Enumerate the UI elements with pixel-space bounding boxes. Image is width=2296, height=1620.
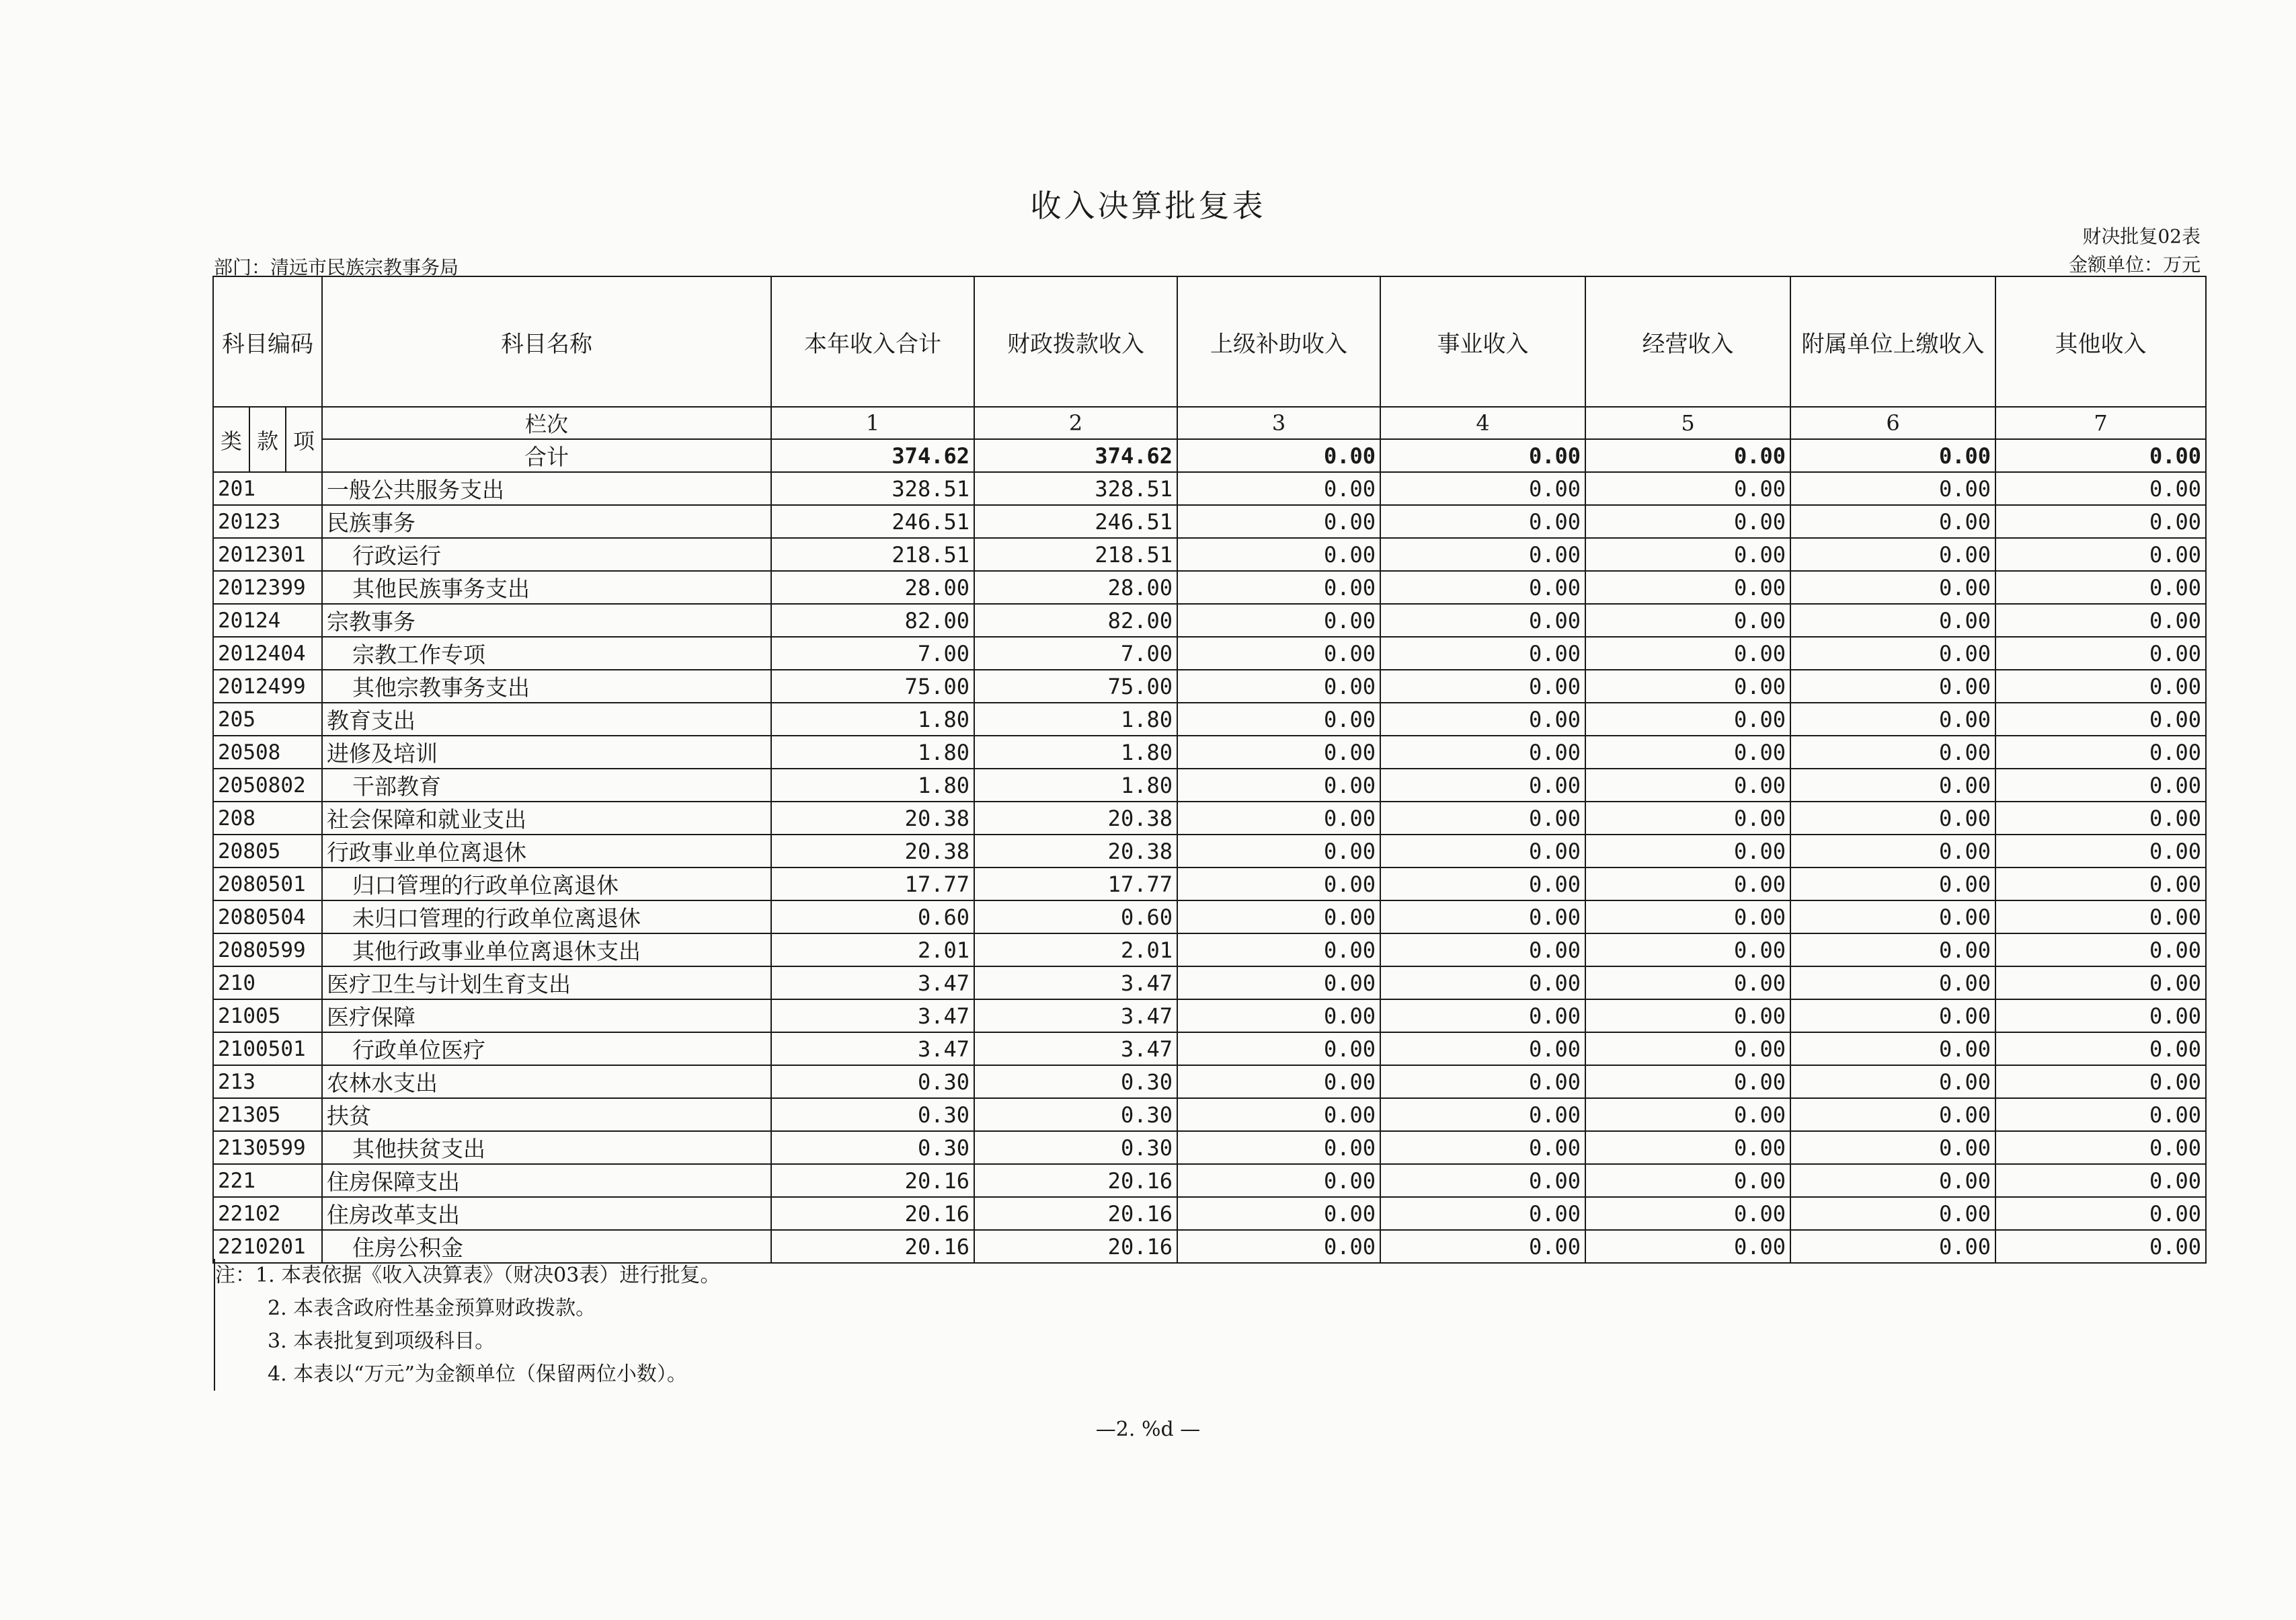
- row-value: 0.00: [1585, 703, 1790, 736]
- table-row: [213, 867, 2206, 900]
- row-name: 一般公共服务支出: [322, 472, 771, 505]
- row-value: 0.00: [1995, 966, 2206, 999]
- row-code: 221: [213, 1164, 322, 1197]
- row-value: 3.47: [771, 966, 974, 999]
- row-value: 0.00: [1177, 1197, 1380, 1230]
- col-num: 6: [1790, 407, 1995, 439]
- header-name: 科目名称: [322, 276, 771, 407]
- row-value: 3.47: [974, 966, 1177, 999]
- row-value: 0.00: [1995, 835, 2206, 867]
- row-value: 1.80: [974, 736, 1177, 769]
- row-code: 2100501: [213, 1032, 322, 1065]
- row-code: 2080599: [213, 933, 322, 966]
- row-value: 0.60: [974, 900, 1177, 933]
- total-value: 0.00: [1790, 439, 1995, 472]
- row-value: 0.00: [1995, 769, 2206, 802]
- row-value: 0.00: [1177, 472, 1380, 505]
- header-c3: 上级补助收入: [1177, 276, 1380, 407]
- row-value: 0.00: [1585, 867, 1790, 900]
- row-value: 0.00: [1585, 505, 1790, 538]
- page-footer: —2. %d —: [1095, 1418, 1201, 1441]
- row-value: 0.00: [1995, 1131, 2206, 1164]
- row-code: 20805: [213, 835, 322, 867]
- row-name: 教育支出: [322, 703, 771, 736]
- row-value: 0.00: [1585, 1164, 1790, 1197]
- row-value: 0.30: [974, 1131, 1177, 1164]
- row-value: 0.00: [1790, 1065, 1995, 1098]
- row-value: 0.00: [1585, 571, 1790, 604]
- row-value: 0.00: [1585, 966, 1790, 999]
- row-code: 2080501: [213, 867, 322, 900]
- row-name: 行政事业单位离退休: [322, 835, 771, 867]
- row-code: 201: [213, 472, 322, 505]
- row-value: 0.00: [1790, 867, 1995, 900]
- row-value: 0.00: [1790, 703, 1995, 736]
- row-value: 0.00: [1585, 933, 1790, 966]
- row-value: 1.80: [771, 736, 974, 769]
- row-value: 0.00: [1380, 999, 1585, 1032]
- table-row: [213, 505, 2206, 538]
- row-value: 0.00: [1790, 1197, 1995, 1230]
- note-line: 3. 本表批复到项级科目。: [268, 1329, 496, 1353]
- row-value: 246.51: [974, 505, 1177, 538]
- row-name: 住房保障支出: [322, 1164, 771, 1197]
- row-value: 0.00: [1995, 900, 2206, 933]
- row-value: 0.00: [1790, 1032, 1995, 1065]
- table-row: [213, 538, 2206, 571]
- table-row: [213, 703, 2206, 736]
- row-value: 0.00: [1177, 1131, 1380, 1164]
- row-name: 农林水支出: [322, 1065, 771, 1098]
- row-value: 2.01: [771, 933, 974, 966]
- row-value: 0.00: [1995, 637, 2206, 670]
- table-row: [213, 1032, 2206, 1065]
- table-row: [213, 670, 2206, 703]
- row-value: 20.38: [974, 835, 1177, 867]
- row-value: 0.00: [1995, 1230, 2206, 1263]
- row-value: 1.80: [974, 769, 1177, 802]
- row-value: 28.00: [771, 571, 974, 604]
- row-name: 其他民族事务支出: [322, 571, 771, 604]
- row-value: 0.00: [1790, 538, 1995, 571]
- row-value: 0.00: [1995, 1098, 2206, 1131]
- row-value: 75.00: [771, 670, 974, 703]
- total-value: 0.00: [1585, 439, 1790, 472]
- row-value: 20.38: [771, 802, 974, 835]
- row-value: 0.00: [1585, 736, 1790, 769]
- row-code: 2012399: [213, 571, 322, 604]
- row-value: 0.00: [1995, 1065, 2206, 1098]
- header-sub-kuan: 款: [249, 407, 286, 472]
- row-code: 2012404: [213, 637, 322, 670]
- row-value: 0.00: [1995, 867, 2206, 900]
- row-value: 17.77: [974, 867, 1177, 900]
- note-line: 注：1. 本表依据《收入决算表》（财决03表）进行批复。: [215, 1264, 721, 1287]
- row-value: 0.00: [1790, 604, 1995, 637]
- header-c5: 经营收入: [1585, 276, 1790, 407]
- row-value: 0.00: [1585, 999, 1790, 1032]
- col-num: 2: [974, 407, 1177, 439]
- row-value: 0.00: [1790, 637, 1995, 670]
- row-value: 0.00: [1380, 571, 1585, 604]
- row-value: 0.00: [1585, 1065, 1790, 1098]
- row-value: 28.00: [974, 571, 1177, 604]
- row-code: 21005: [213, 999, 322, 1032]
- row-value: 0.00: [1995, 505, 2206, 538]
- row-value: 17.77: [771, 867, 974, 900]
- table-row: [213, 835, 2206, 867]
- header-row: [213, 276, 2206, 407]
- total-value: 374.62: [974, 439, 1177, 472]
- row-name: 社会保障和就业支出: [322, 802, 771, 835]
- row-value: 3.47: [771, 1032, 974, 1065]
- row-value: 0.00: [1380, 703, 1585, 736]
- row-value: 0.00: [1177, 604, 1380, 637]
- department-label: 部门：清远市民族宗教事务局: [214, 256, 459, 278]
- row-value: 0.00: [1177, 571, 1380, 604]
- row-value: 0.00: [1177, 670, 1380, 703]
- table-row: [213, 472, 2206, 505]
- row-value: 1.80: [974, 703, 1177, 736]
- row-value: 0.00: [1380, 933, 1585, 966]
- row-code: 213: [213, 1065, 322, 1098]
- row-value: 0.00: [1585, 1230, 1790, 1263]
- row-value: 246.51: [771, 505, 974, 538]
- row-value: 0.00: [1177, 1098, 1380, 1131]
- row-name: 医疗卫生与计划生育支出: [322, 966, 771, 999]
- table-row: [213, 1164, 2206, 1197]
- row-value: 0.00: [1790, 736, 1995, 769]
- row-value: 20.16: [974, 1164, 1177, 1197]
- form-number: 财决批复02表: [2082, 225, 2201, 247]
- row-value: 0.00: [1380, 670, 1585, 703]
- row-name: 其他行政事业单位离退休支出: [322, 933, 771, 966]
- row-value: 0.00: [1177, 835, 1380, 867]
- row-value: 0.00: [1177, 1164, 1380, 1197]
- row-value: 3.47: [974, 999, 1177, 1032]
- row-value: 0.00: [1177, 867, 1380, 900]
- row-value: 328.51: [771, 472, 974, 505]
- row-value: 0.00: [1380, 1131, 1585, 1164]
- row-value: 20.38: [771, 835, 974, 867]
- row-value: 0.00: [1380, 505, 1585, 538]
- row-value: 0.00: [1380, 900, 1585, 933]
- row-value: 0.00: [1585, 769, 1790, 802]
- row-code: 20123: [213, 505, 322, 538]
- row-code: 2012499: [213, 670, 322, 703]
- row-value: 0.00: [1585, 538, 1790, 571]
- col-num: 7: [1995, 407, 2206, 439]
- row-value: 0.00: [1177, 769, 1380, 802]
- row-value: 0.30: [771, 1131, 974, 1164]
- row-name: 其他扶贫支出: [322, 1131, 771, 1164]
- row-value: 0.00: [1790, 999, 1995, 1032]
- header-sub-xiang: 项: [286, 407, 322, 472]
- row-value: 0.00: [1995, 999, 2206, 1032]
- notes: [214, 1259, 720, 1391]
- row-value: 0.00: [1790, 966, 1995, 999]
- row-code: 2130599: [213, 1131, 322, 1164]
- row-value: 0.00: [1790, 1164, 1995, 1197]
- row-value: 0.00: [1380, 867, 1585, 900]
- row-name: 扶贫: [322, 1098, 771, 1131]
- table-row: [213, 999, 2206, 1032]
- row-value: 0.00: [1995, 472, 2206, 505]
- table-row: [213, 1131, 2206, 1164]
- row-code: 210: [213, 966, 322, 999]
- row-value: 20.16: [771, 1164, 974, 1197]
- row-value: 0.00: [1995, 736, 2206, 769]
- row-value: 0.00: [1177, 1065, 1380, 1098]
- row-value: 0.00: [1790, 900, 1995, 933]
- row-value: 0.00: [1177, 1230, 1380, 1263]
- row-value: 0.00: [1790, 1131, 1995, 1164]
- row-value: 0.00: [1585, 670, 1790, 703]
- row-value: 0.00: [1995, 538, 2206, 571]
- header-c2: 财政拨款收入: [974, 276, 1177, 407]
- header-c7: 其他收入: [1995, 276, 2206, 407]
- row-value: 20.16: [974, 1197, 1177, 1230]
- row-name: 行政单位医疗: [322, 1032, 771, 1065]
- row-value: 0.00: [1995, 604, 2206, 637]
- row-value: 0.00: [1380, 1032, 1585, 1065]
- row-value: 0.00: [1380, 472, 1585, 505]
- row-code: 21305: [213, 1098, 322, 1131]
- page-title: 收入决算批复表: [1030, 188, 1266, 224]
- row-value: 0.00: [1380, 966, 1585, 999]
- header-code: 科目编码: [213, 276, 322, 407]
- row-value: 0.00: [1995, 1197, 2206, 1230]
- row-name: 民族事务: [322, 505, 771, 538]
- row-value: 20.16: [771, 1197, 974, 1230]
- row-value: 0.00: [1995, 1032, 2206, 1065]
- table-row: [213, 736, 2206, 769]
- row-name: 干部教育: [322, 769, 771, 802]
- unit-label: 金额单位：万元: [2068, 254, 2201, 276]
- row-name: 住房改革支出: [322, 1197, 771, 1230]
- row-name: 其他宗教事务支出: [322, 670, 771, 703]
- row-value: 0.30: [974, 1098, 1177, 1131]
- col-num: 1: [771, 407, 974, 439]
- total-value: 374.62: [771, 439, 974, 472]
- row-value: 0.00: [1995, 933, 2206, 966]
- row-value: 0.00: [1790, 670, 1995, 703]
- row-name: 未归口管理的行政单位离退休: [322, 900, 771, 933]
- row-value: 0.00: [1585, 472, 1790, 505]
- row-value: 20.38: [974, 802, 1177, 835]
- row-value: 0.00: [1177, 900, 1380, 933]
- row-value: 0.00: [1995, 1164, 2206, 1197]
- header-c1: 本年收入合计: [771, 276, 974, 407]
- row-code: 208: [213, 802, 322, 835]
- header-sub-lei: 类: [213, 407, 249, 472]
- row-value: 218.51: [771, 538, 974, 571]
- total-value: 0.00: [1380, 439, 1585, 472]
- table-row: [213, 637, 2206, 670]
- row-value: 3.47: [771, 999, 974, 1032]
- row-value: 7.00: [771, 637, 974, 670]
- row-name: 医疗保障: [322, 999, 771, 1032]
- note-line: 2. 本表含政府性基金预算财政拨款。: [268, 1297, 596, 1320]
- row-value: 3.47: [974, 1032, 1177, 1065]
- header-c6: 附属单位上缴收入: [1790, 276, 1995, 407]
- row-value: 20.16: [974, 1230, 1177, 1263]
- row-value: 0.00: [1585, 637, 1790, 670]
- row-value: 0.30: [771, 1065, 974, 1098]
- row-value: 1.80: [771, 703, 974, 736]
- table-row: [213, 1230, 2206, 1263]
- header-c4: 事业收入: [1380, 276, 1585, 407]
- row-value: 82.00: [771, 604, 974, 637]
- row-value: 0.00: [1177, 999, 1380, 1032]
- row-value: 0.00: [1177, 505, 1380, 538]
- row-value: 0.00: [1380, 1197, 1585, 1230]
- row-value: 0.00: [1585, 1032, 1790, 1065]
- row-value: 0.00: [1585, 802, 1790, 835]
- column-number-row: [213, 407, 2206, 439]
- row-value: 75.00: [974, 670, 1177, 703]
- row-value: 0.00: [1380, 835, 1585, 867]
- table-row: [213, 769, 2206, 802]
- table-row: [213, 571, 2206, 604]
- row-value: 0.00: [1790, 571, 1995, 604]
- row-value: 0.00: [1177, 1032, 1380, 1065]
- row-value: 0.00: [1585, 604, 1790, 637]
- row-value: 2.01: [974, 933, 1177, 966]
- row-value: 7.00: [974, 637, 1177, 670]
- row-code: 20508: [213, 736, 322, 769]
- row-value: 20.16: [771, 1230, 974, 1263]
- table-row: [213, 1065, 2206, 1098]
- row-value: 0.00: [1585, 900, 1790, 933]
- row-name: 归口管理的行政单位离退休: [322, 867, 771, 900]
- row-value: 0.00: [1380, 637, 1585, 670]
- row-value: 0.30: [974, 1065, 1177, 1098]
- row-name: 宗教工作专项: [322, 637, 771, 670]
- row-name: 住房公积金: [322, 1230, 771, 1263]
- income-table: [212, 276, 2207, 1264]
- row-code: 2050802: [213, 769, 322, 802]
- row-value: 0.00: [1995, 571, 2206, 604]
- row-value: 0.00: [1790, 1098, 1995, 1131]
- row-value: 0.00: [1380, 1098, 1585, 1131]
- row-name: 进修及培训: [322, 736, 771, 769]
- col-num: 5: [1585, 407, 1790, 439]
- total-value: 0.00: [1177, 439, 1380, 472]
- row-code: 2210201: [213, 1230, 322, 1263]
- row-value: 0.00: [1790, 1230, 1995, 1263]
- row-value: 0.00: [1380, 802, 1585, 835]
- table-row: [213, 1197, 2206, 1230]
- table-row: [213, 1098, 2206, 1131]
- row-value: 0.00: [1585, 835, 1790, 867]
- total-label: 合计: [322, 439, 771, 472]
- row-value: 0.00: [1585, 1197, 1790, 1230]
- row-name: 宗教事务: [322, 604, 771, 637]
- row-code: 2012301: [213, 538, 322, 571]
- row-value: 0.00: [1177, 538, 1380, 571]
- row-value: 0.00: [1790, 769, 1995, 802]
- row-value: 0.60: [771, 900, 974, 933]
- row-value: 0.00: [1790, 472, 1995, 505]
- table-row: [213, 802, 2206, 835]
- row-value: 0.00: [1995, 703, 2206, 736]
- row-value: 1.80: [771, 769, 974, 802]
- row-value: 0.00: [1177, 802, 1380, 835]
- row-value: 0.00: [1995, 670, 2206, 703]
- row-value: 328.51: [974, 472, 1177, 505]
- table-row: [213, 966, 2206, 999]
- col-num: 3: [1177, 407, 1380, 439]
- row-value: 0.00: [1790, 802, 1995, 835]
- table-row: [213, 933, 2206, 966]
- total-row: [213, 439, 2206, 472]
- row-name: 行政运行: [322, 538, 771, 571]
- total-value: 0.00: [1995, 439, 2206, 472]
- row-value: 0.00: [1177, 736, 1380, 769]
- column-label: 栏次: [322, 407, 771, 439]
- row-code: 205: [213, 703, 322, 736]
- row-value: 0.00: [1585, 1131, 1790, 1164]
- row-value: 0.00: [1790, 505, 1995, 538]
- row-code: 20124: [213, 604, 322, 637]
- row-value: 0.00: [1380, 538, 1585, 571]
- row-value: 0.00: [1177, 933, 1380, 966]
- col-num: 4: [1380, 407, 1585, 439]
- row-value: 0.00: [1380, 769, 1585, 802]
- row-value: 0.00: [1380, 736, 1585, 769]
- table-row: [213, 900, 2206, 933]
- row-value: 0.00: [1380, 1164, 1585, 1197]
- row-code: 22102: [213, 1197, 322, 1230]
- row-value: 82.00: [974, 604, 1177, 637]
- row-value: 0.00: [1177, 703, 1380, 736]
- note-line: 4. 本表以“万元”为金额单位（保留两位小数）。: [268, 1362, 687, 1386]
- row-code: 2080504: [213, 900, 322, 933]
- row-value: 218.51: [974, 538, 1177, 571]
- row-value: 0.00: [1177, 966, 1380, 999]
- row-value: 0.00: [1995, 802, 2206, 835]
- row-value: 0.00: [1790, 835, 1995, 867]
- row-value: 0.00: [1177, 637, 1380, 670]
- row-value: 0.00: [1585, 1098, 1790, 1131]
- row-value: 0.00: [1380, 604, 1585, 637]
- row-value: 0.00: [1380, 1065, 1585, 1098]
- row-value: 0.00: [1790, 933, 1995, 966]
- row-value: 0.30: [771, 1098, 974, 1131]
- row-value: 0.00: [1380, 1230, 1585, 1263]
- table-row: [213, 604, 2206, 637]
